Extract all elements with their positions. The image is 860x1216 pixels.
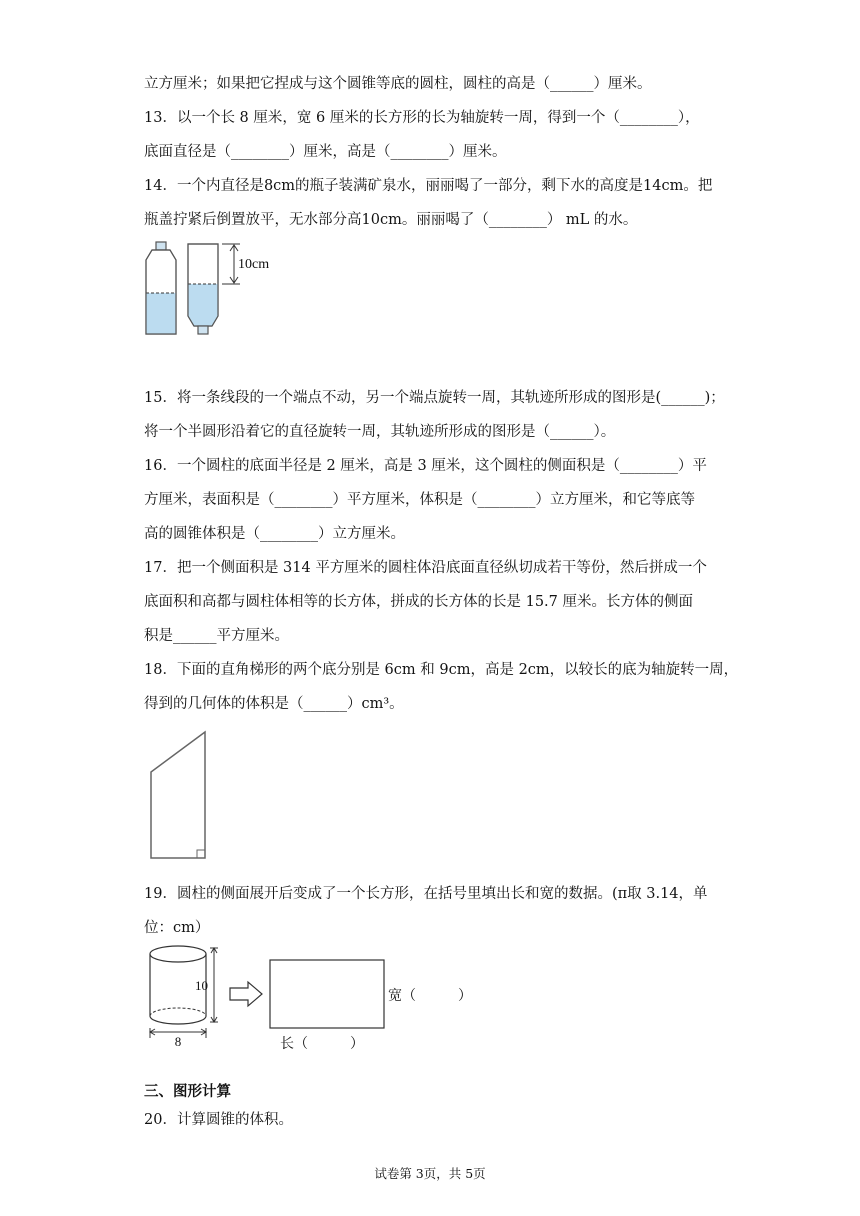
q18-trapezoid-figure — [145, 728, 225, 868]
q12-continuation: 立方厘米；如果把它捏成与这个圆锥等底的圆柱，圆柱的高是（______）厘米。 — [144, 76, 652, 92]
q19-width-label: 宽（ ） — [388, 988, 472, 1004]
q13-line2: 底面直径是（________）厘米，高是（________）厘米。 — [144, 144, 507, 160]
q16-line1: 16．一个圆柱的底面半径是 2 厘米，高是 3 厘米，这个圆柱的侧面积是（________）平 — [144, 458, 707, 474]
section3-heading: 三、图形计算 — [144, 1083, 231, 1100]
q19-line2: 位：cm） — [144, 920, 210, 936]
q16-line2: 方厘米，表面积是（________）平方厘米，体积是（________）立方厘米，和它等底等 — [144, 492, 695, 508]
page-footer: 试卷第 3页，共 5页 — [374, 1166, 486, 1181]
q14-line1: 14．一个内直径是8cm的瓶子装满矿泉水，丽丽喝了一部分，剩下水的高度是14cm。把 — [144, 178, 713, 194]
q15-line2: 将一个半圆形沿着它的直径旋转一周，其轨迹所形成的图形是（______）。 — [144, 424, 616, 440]
q18-line1: 18．下面的直角梯形的两个底分别是 6cm 和 9cm，高是 2cm，以较长的底为轴旋转一周， — [144, 662, 739, 678]
q13-line1: 13．以一个长 8 厘米，宽 6 厘米的长方形的长为轴旋转一周，得到一个（________）， — [144, 110, 700, 126]
q19-line1: 19．圆柱的侧面展开后变成了一个长方形，在括号里填出长和宽的数据。(π取 3.14，单 — [144, 886, 708, 902]
q14-line2: 瓶盖拧紧后倒置放平，无水部分高10cm。丽丽喝了（________） mL 的水。 — [144, 212, 638, 228]
q17-line1: 17．把一个侧面积是 314 平方厘米的圆柱体沿底面直径纵切成若干等份，然后拼成一个 — [144, 560, 707, 576]
q14-fig-label: 10cm — [238, 257, 270, 272]
q15-line1: 15．将一条线段的一个端点不动，另一个端点旋转一周，其轨迹所形成的图形是(______)； — [144, 390, 725, 406]
q17-line3: 积是______平方厘米。 — [144, 628, 289, 644]
q14-bottles-figure — [140, 238, 280, 338]
q19-fig-height: 10 — [195, 978, 208, 993]
q18-line2: 得到的几何体的体积是（______）cm³。 — [144, 696, 404, 712]
q16-line3: 高的圆锥体积是（________）立方厘米。 — [144, 526, 405, 542]
q19-fig-diameter: 8 — [174, 1034, 182, 1049]
q19-length-label: 长（ ） — [280, 1036, 364, 1052]
q20-line1: 20．计算圆锥的体积。 — [144, 1112, 293, 1128]
q17-line2: 底面积和高都与圆柱体相等的长方体，拼成的长方体的长是 15.7 厘米。长方体的侧面 — [144, 594, 694, 610]
q19-cylinder-figure — [144, 944, 504, 1054]
